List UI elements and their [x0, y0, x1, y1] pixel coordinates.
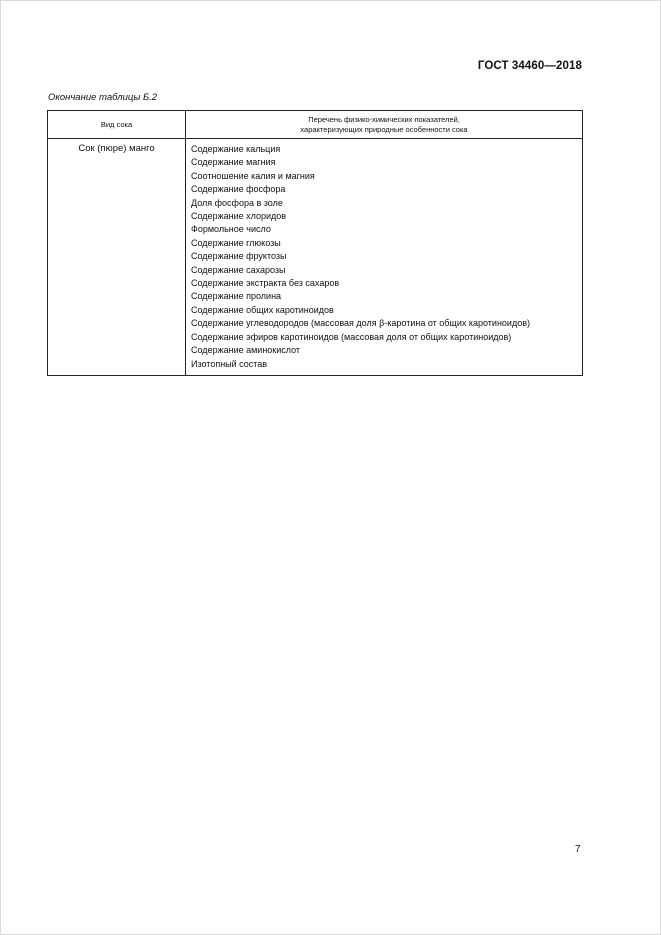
list-item: Содержание сахарозы [191, 264, 286, 275]
column-header-indicators-line-1: Перечень физико-химических показателей, [308, 115, 460, 124]
list-item: Содержание фруктозы [191, 251, 287, 262]
page-number: 7 [575, 844, 581, 855]
list-item: Содержание магния [191, 157, 276, 168]
indicators-list [186, 143, 582, 371]
table-header-row [48, 111, 583, 139]
list-item: Соотношение калия и магния [191, 170, 315, 181]
indicators-cell [186, 139, 583, 376]
list-item: Содержание глюкозы [191, 237, 281, 248]
list-item: Содержание общих каротиноидов [191, 304, 334, 315]
list-item: Содержание экстракта без сахаров [191, 278, 340, 289]
table-caption: Окончание таблицы Б.2 [48, 92, 158, 103]
list-item: Содержание хлоридов [191, 211, 287, 222]
juice-type-cell: Сок (пюре) манго [48, 139, 186, 376]
list-item: Формольное число [191, 224, 271, 235]
column-header-indicators-line-2: характеризующих природные особенности сока [300, 124, 468, 134]
list-item: Содержание углеводородов (массовая доля β-каротина от общих каротиноидов) [191, 318, 530, 329]
list-item: Содержание фосфора [191, 184, 286, 195]
list-item: Содержание пролина [191, 291, 282, 302]
table-row [48, 139, 583, 376]
list-item: Изотопный состав [191, 358, 268, 369]
standard-number: ГОСТ 34460—2018 [477, 60, 582, 72]
indicators-table [47, 110, 583, 376]
list-item: Доля фосфора в золе [191, 197, 283, 208]
list-item: Содержание эфиров каротиноидов (массовая доля от общих каротиноидов) [191, 331, 512, 342]
column-header-juice-type: Вид сока [48, 111, 186, 139]
list-item: Содержание аминокислот [191, 345, 301, 356]
list-item: Содержание кальция [191, 144, 281, 154]
column-header-indicators [186, 111, 583, 139]
